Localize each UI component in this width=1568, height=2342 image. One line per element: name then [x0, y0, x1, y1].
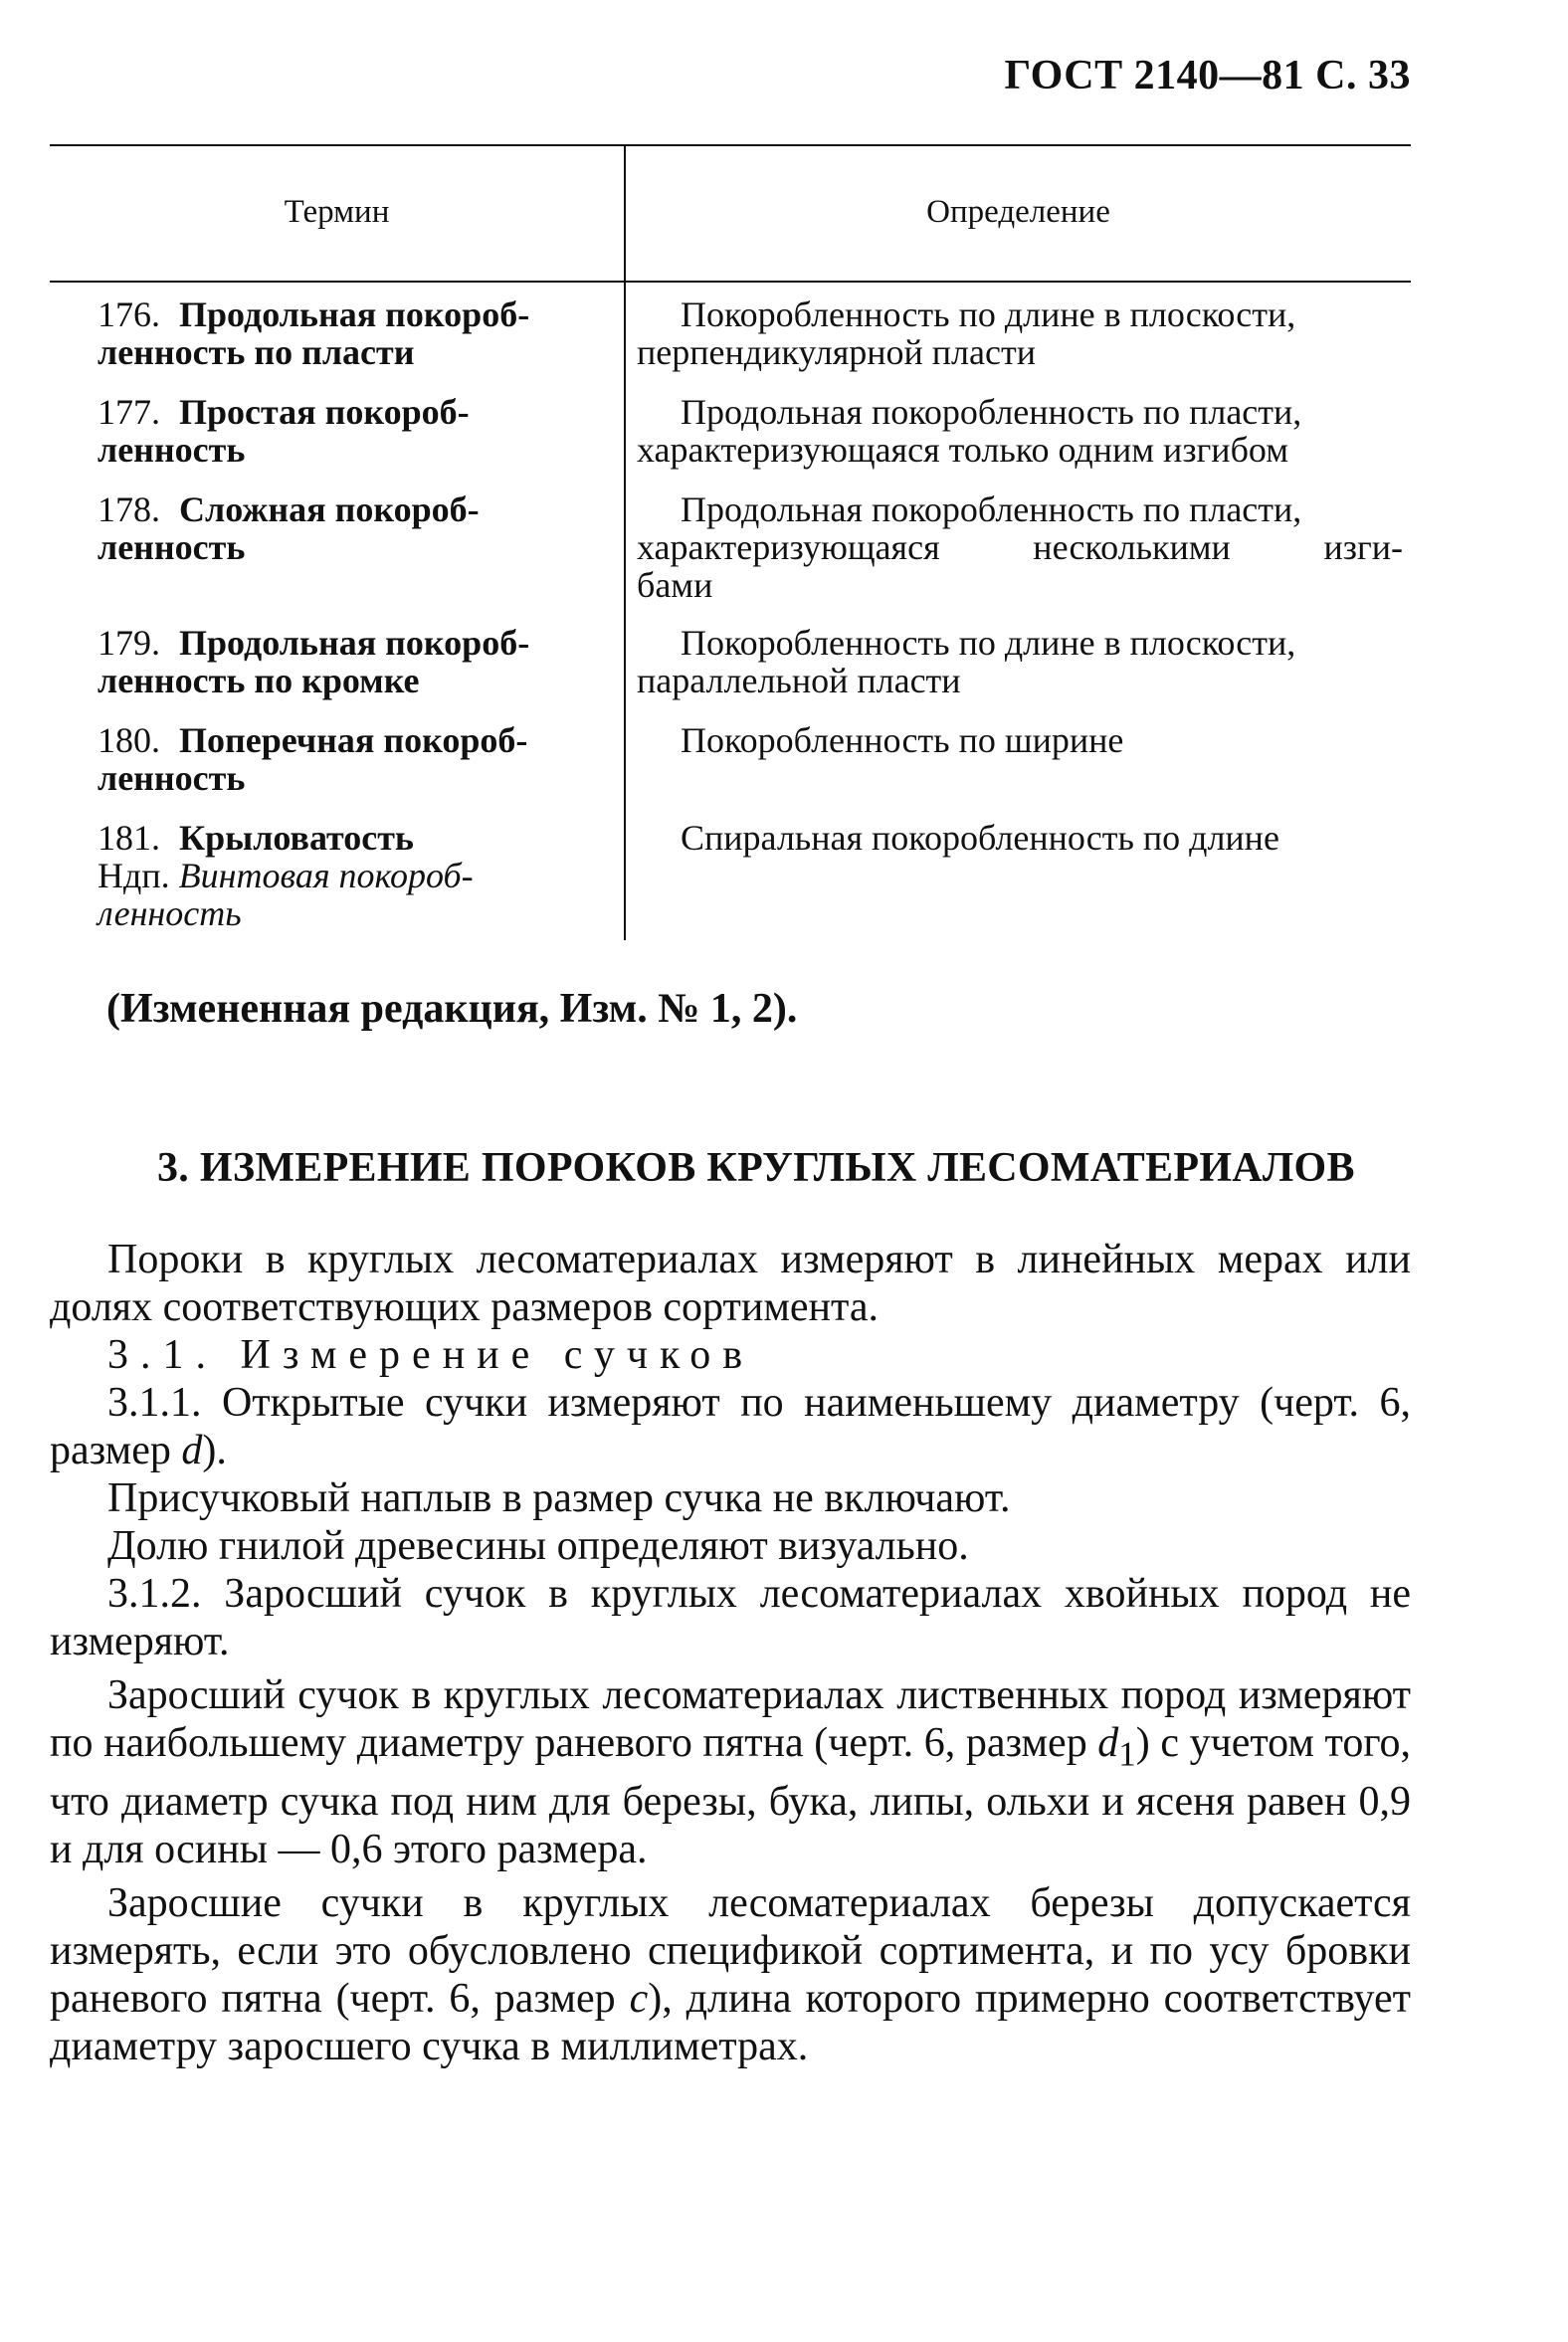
paragraph-text: 3.1.1. Открытые сучки измеряют по наименьшему диаметру (черт. 6, размер	[50, 1380, 1411, 1473]
definition-line: характеризующаяся несколькими изги-	[637, 527, 1403, 567]
term-line: ленность	[98, 527, 246, 567]
term-cell	[98, 393, 615, 469]
ndp-line: ленность	[98, 893, 242, 933]
term-line: Продольная покороб-	[179, 623, 530, 663]
definition-cell	[637, 295, 1403, 371]
subsection-title: 3.1. Измерение сучков	[107, 1332, 755, 1378]
variable-subscript: 1	[1118, 1734, 1136, 1774]
term-cell	[98, 721, 615, 797]
column-header-definition: Определение	[926, 194, 1110, 230]
definition-line: Спиральная покоробленность по длине	[681, 818, 1279, 858]
term-line: Продольная покороб-	[179, 294, 530, 334]
term-line: Простая покороб-	[179, 392, 470, 432]
term-line: ленность	[98, 430, 246, 470]
paragraph	[50, 1379, 1411, 1474]
definition-line: параллельной пласти	[637, 661, 961, 700]
variable: c	[629, 1976, 649, 2023]
term-line: Сложная покороб-	[179, 489, 480, 529]
revision-note: (Измененная редакция, Изм. № 1, 2).	[106, 986, 798, 1032]
term-number: 176.	[98, 294, 160, 334]
term-line: ленность по пласти	[98, 332, 415, 372]
term-cell	[98, 624, 615, 699]
ndp-term: Винтовая покороб-	[178, 856, 474, 895]
ndp-line	[98, 857, 615, 894]
term-cell	[98, 819, 615, 932]
definition-line: характеризующаяся только одним изгибом	[637, 430, 1288, 470]
paragraph-text: ), длина которого примерно соответствует диаметру заросшего сучка в миллиметрах.	[50, 1976, 1411, 2070]
column-header-term: Термин	[284, 194, 390, 230]
term-line: ленность по кромке	[98, 661, 420, 700]
paragraph-text: Заросшие сучки в круглых лесоматериалах березы допускается измерять, если это обусловлено спецификой сортимента, и по усу бровки раневого пятна (черт. 6, размер	[50, 1880, 1411, 2023]
term-number: 181.	[98, 818, 160, 858]
definition-line: перпендикулярной пласти	[637, 332, 1036, 372]
definition-cell	[637, 490, 1403, 604]
term-line: Поперечная покороб-	[179, 720, 528, 760]
term-number: 178.	[98, 489, 160, 529]
paragraph: 3.1.2. Заросший сучок в круглых лесоматериалах хвойных пород не измеряют.	[50, 1571, 1411, 1664]
ndp-label: Ндп.	[98, 856, 170, 895]
term-number: 180.	[98, 720, 160, 760]
definition-cell	[637, 624, 1403, 699]
table-top-rule	[50, 144, 1411, 146]
section-heading: 3. ИЗМЕРЕНИЕ ПОРОКОВ КРУГЛЫХ ЛЕСОМАТЕРИАЛОВ	[157, 1145, 1355, 1191]
subsection-heading	[50, 1331, 1411, 1379]
term-cell	[98, 490, 615, 566]
paragraph-text: ).	[202, 1428, 227, 1473]
definition-cell	[637, 721, 1403, 759]
definition-line: Покоробленность по длине в плоскости,	[681, 294, 1296, 334]
paragraph-text: Заросший сучок в круглых лесоматериалах лиственных пород измеряют по наибольшему диаметру раневого пятна (черт. 6, размер	[50, 1672, 1411, 1766]
definition-line: Покоробленность по ширине	[681, 720, 1124, 760]
definition-cell	[637, 819, 1403, 857]
term-number: 177.	[98, 392, 160, 432]
term-line: Крыловатость	[179, 818, 414, 858]
paragraph-text: ) с учетом того, что диаметр сучка под ним для березы, бука, липы, ольхи и ясеня равен 0,9 и для осины — 0,6 этого размера.	[50, 1720, 1411, 1873]
table-column-divider	[624, 144, 626, 940]
paragraph	[50, 1879, 1411, 2070]
paragraph: Пороки в круглых лесоматериалах измеряют в линейных мерах или долях соответствующих размеров сортимента.	[50, 1237, 1411, 1330]
body-text	[50, 1236, 1411, 2070]
term-number: 179.	[98, 623, 160, 663]
definition-cell	[637, 393, 1403, 469]
definition-line: Покоробленность по длине в плоскости,	[681, 623, 1296, 663]
term-cell	[98, 295, 615, 371]
variable: d	[1097, 1720, 1119, 1766]
definition-line: Продольная покоробленность по пласти,	[681, 489, 1302, 529]
paragraph: Присучковый наплыв в размер сучка не включают.	[107, 1475, 1011, 1521]
term-line: ленность	[98, 758, 246, 798]
paragraph	[50, 1671, 1411, 1873]
variable: d	[181, 1428, 203, 1473]
paragraph: Долю гнилой древесины определяют визуально.	[107, 1523, 969, 1569]
page-header: ГОСТ 2140—81 С. 33	[1004, 53, 1411, 98]
table-header-rule	[50, 281, 1411, 283]
terms-table	[50, 144, 1411, 940]
definition-line: Продольная покоробленность по пласти,	[681, 392, 1302, 432]
definition-line: бами	[637, 565, 713, 605]
